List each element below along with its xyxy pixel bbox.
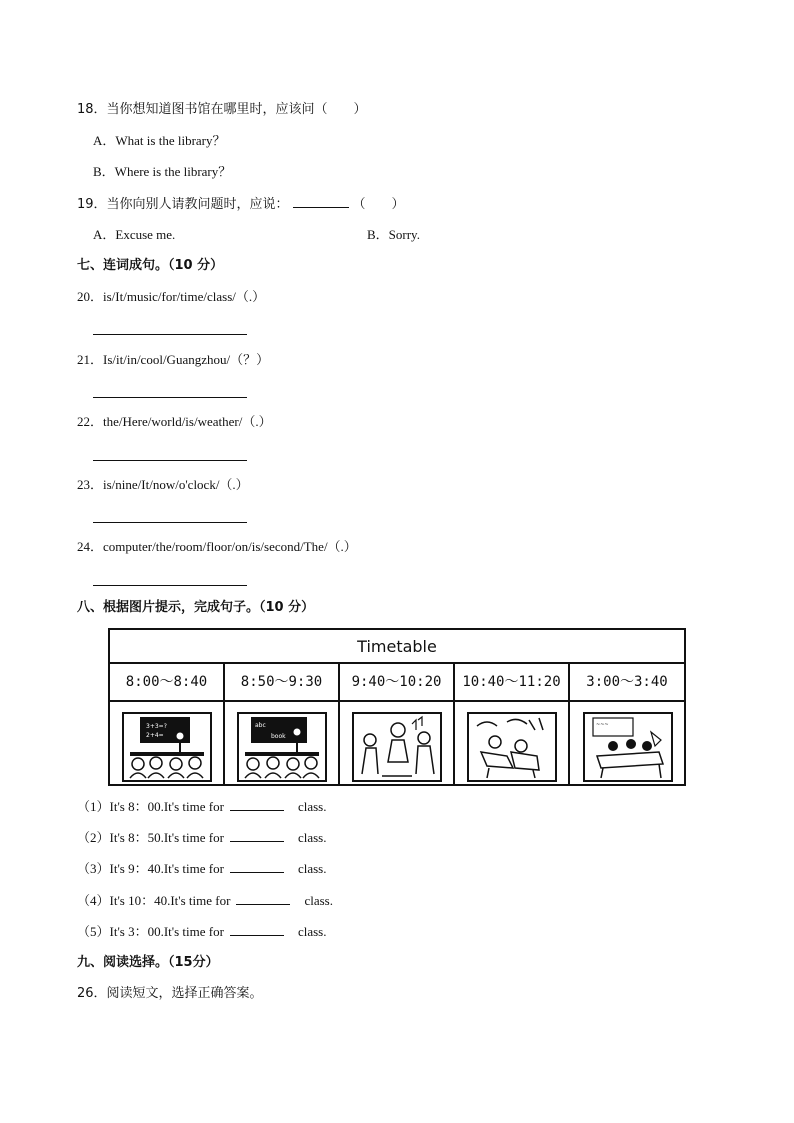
music-class-picture	[352, 712, 442, 782]
q24-prompt: 24．computer/the/room/floor/on/is/second/The/（.）	[77, 539, 357, 554]
q19-option-b: B．Sorry.	[367, 227, 420, 242]
q22-prompt: 22．the/Here/world/is/weather/（.）	[77, 414, 272, 429]
s8-sentence-5-blank[interactable]	[230, 923, 284, 936]
science-class-picture	[583, 712, 673, 782]
s8-sentence-2-prefix: （2）It's 8：50.It's time for	[77, 830, 224, 845]
s8-sentence-1-suffix: class.	[297, 799, 327, 814]
q26-instruction: 26．阅读短文，选择正确答案。	[77, 986, 263, 1001]
s8-sentence-3-suffix: class.	[297, 861, 327, 876]
s8-sentence-1-blank[interactable]	[230, 798, 284, 811]
timetable-time-4: 10:40～11:20	[462, 674, 561, 690]
timetable-time-2: 8:50～9:30	[240, 674, 323, 690]
q19-answer-blank[interactable]	[293, 195, 349, 208]
q19-stem-suffix: （ ）	[352, 197, 405, 212]
s8-sentence-4	[77, 892, 333, 910]
section7-heading: 七、连词成句。（10 分）	[77, 258, 224, 273]
svg-text:3+3=?: 3+3=?	[146, 723, 167, 730]
s8-sentence-1	[77, 798, 326, 816]
q19-stem-prefix: 19．当你向别人请教问题时，应说：	[77, 197, 289, 212]
q23-answer-line[interactable]	[93, 522, 247, 523]
section8-heading: 八、根据图片提示，完成句子。（10 分）	[77, 600, 315, 615]
s8-sentence-5-prefix: （5）It's 3：00.It's time for	[77, 924, 224, 939]
s8-sentence-1-prefix: （1）It's 8：00.It's time for	[77, 799, 224, 814]
s8-sentence-3-blank[interactable]	[230, 860, 284, 873]
q18-option-b: B．Where is the library？	[93, 164, 232, 179]
s8-sentence-5	[77, 923, 326, 941]
q21-answer-line[interactable]	[93, 397, 247, 398]
svg-text:2+4=: 2+4=	[146, 732, 164, 739]
s8-sentence-3	[77, 860, 326, 878]
q24-answer-line[interactable]	[93, 585, 247, 586]
s8-sentence-2-blank[interactable]	[230, 829, 284, 842]
q21-prompt: 21．Is/it/in/cool/Guangzhou/（？）	[77, 352, 270, 367]
timetable-row-divider	[110, 700, 684, 702]
s8-sentence-4-blank[interactable]	[236, 892, 290, 905]
s8-sentence-2	[77, 829, 326, 847]
s8-sentence-4-prefix: （4）It's 10：40.It's time for	[77, 893, 231, 908]
svg-text:~~~: ~~~	[596, 722, 609, 728]
timetable-time-5: 3:00～3:40	[586, 674, 668, 690]
svg-text:book: book	[271, 733, 286, 740]
english-class-picture	[237, 712, 327, 782]
timetable-time-3: 9:40～10:20	[351, 674, 442, 690]
svg-text:abc: abc	[255, 722, 266, 729]
section9-heading: 九、阅读选择。（15分）	[77, 955, 219, 970]
q18-option-a: A．What is the library？	[93, 133, 226, 148]
q19-stem	[77, 195, 405, 214]
q20-prompt: 20．is/It/music/for/time/class/（.）	[77, 289, 266, 304]
timetable-time-1: 8:00～8:40	[125, 674, 208, 690]
maths-class-picture	[122, 712, 212, 782]
q23-prompt: 23．is/nine/It/now/o'clock/（.）	[77, 477, 249, 492]
art-class-picture	[467, 712, 557, 782]
s8-sentence-3-prefix: （3）It's 9：40.It's time for	[77, 861, 224, 876]
q18-stem: 18．当你想知道图书馆在哪里时，应该问（ ）	[77, 102, 367, 117]
s8-sentence-4-suffix: class.	[304, 893, 333, 908]
q19-option-a: A．Excuse me.	[93, 227, 176, 242]
s8-sentence-5-suffix: class.	[297, 924, 327, 939]
q20-answer-line[interactable]	[93, 334, 247, 335]
s8-sentence-2-suffix: class.	[297, 830, 327, 845]
timetable	[108, 628, 686, 786]
timetable-title: Timetable	[110, 630, 684, 664]
q22-answer-line[interactable]	[93, 460, 247, 461]
